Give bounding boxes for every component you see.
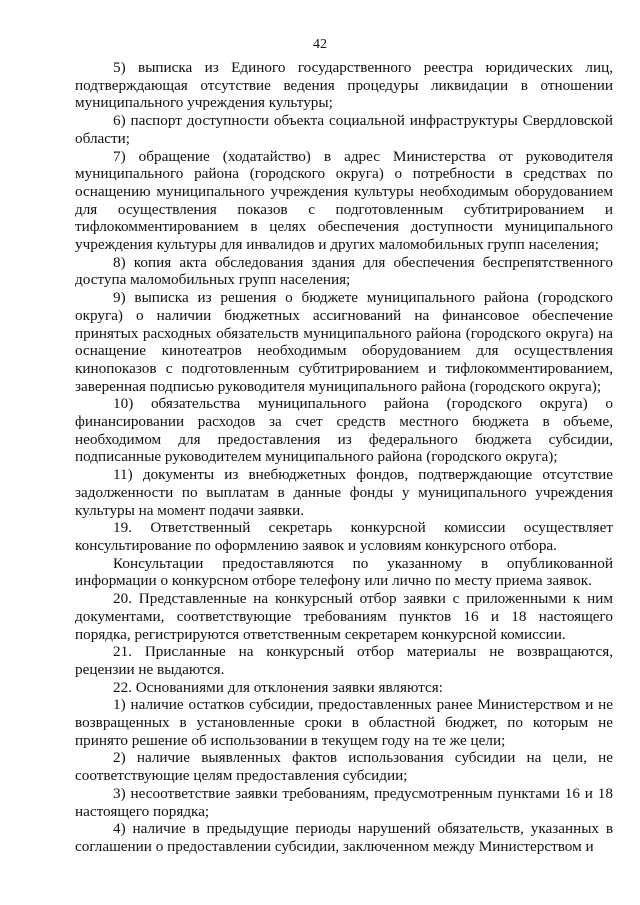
paragraph-item-10-obligations: 10) обязательства муниципального района (городского округа) о финансировании расходов за счет средств местного бюджета в объеме, необходимом для предоставления из федерального бюджета субсидии, подписанные руководителем муниципального района (городского округа);	[75, 395, 613, 466]
paragraph-clause-22: 22. Основаниями для отклонения заявки являются:	[113, 678, 443, 696]
paragraph-rejection-2: 2) наличие выявленных фактов использования субсидии на цели, не соответствующие целям предоставления субсидии;	[75, 749, 613, 785]
paragraph-rejection-3: 3) несоответствие заявки требованиям, предусмотренным пунктами 16 и 18 настоящего порядка;	[75, 784, 613, 820]
paragraph-item-6-passport: 6) паспорт доступности объекта социальной инфраструктуры Свердловской области;	[75, 112, 613, 147]
paragraph-rejection-1: 1) наличие остатков субсидии, предоставленных ранее Министерством и не возвращенных в установленные сроки в областной бюджет, по которым не принято решение об использовании в текущем году на те же цели;	[75, 696, 613, 749]
paragraph-consultations: Консультации предоставляются по указанному в опубликованной информации о конкурсном отборе телефону или лично по месту приема заявок.	[75, 554, 613, 590]
paragraph-item-8-inspection-act: 8) копия акта обследования здания для обеспечения беспрепятственного доступа маломобильных групп населения;	[75, 253, 613, 289]
paragraph-clause-19: 19. Ответственный секретарь конкурсной комиссии осуществляет консультирование по оформлению заявок и условиям конкурсного отбора.	[75, 519, 613, 554]
paragraph-item-5-extract: 5) выписка из Единого государственного реестра юридических лиц, подтверждающая отсутствие ведения процедуры ликвидации в отношении муниципального учреждения культуры;	[75, 59, 613, 112]
paragraph-item-11-fund-documents: 11) документы из внебюджетных фондов, подтверждающие отсутствие задолженности по выплатам в данные фонды у муниципального учреждения культуры на момент подачи заявки.	[75, 466, 613, 519]
paragraph-clause-20: 20. Представленные на конкурсный отбор заявки с приложенными к ним документами, соответствующие требованиям пунктов 16 и 18 настоящего порядка, регистрируются ответственным секретарем конкурсной комиссии.	[75, 590, 613, 643]
paragraph-rejection-4: 4) наличие в предыдущие периоды нарушений обязательств, указанных в соглашении о предоставлении субсидии, заключенном между Министерством и	[75, 820, 613, 855]
paragraph-clause-21: 21. Присланные на конкурсный отбор материалы не возвращаются, рецензии не выдаются.	[75, 643, 613, 678]
paragraph-item-9-budget-extract: 9) выписка из решения о бюджете муниципального района (городского округа) о наличии бюджетных ассигнований на финансовое обеспечение принятых расходных обязательств муниципального района (городского округа) на оснащение кинотеатров необходимым оборудованием для осуществления кинопоказов с подготовленным субтитрированием и тифлокомментированием, заверенная подписью руководителя муниципального района (городского округа);	[75, 289, 613, 395]
document-body	[75, 59, 613, 856]
paragraph-item-7-appeal: 7) обращение (ходатайство) в адрес Министерства от руководителя муниципального района (городского округа) о потребности в средствах по оснащению муниципального учреждения культуры необходимым оборудованием для осуществления показов с подготовленным субтитрированием и тифлокомментированием в целях обеспечения доступности муниципального учреждения культуры для инвалидов и других маломобильных групп населения;	[75, 147, 613, 254]
page-number: 42	[313, 37, 327, 52]
